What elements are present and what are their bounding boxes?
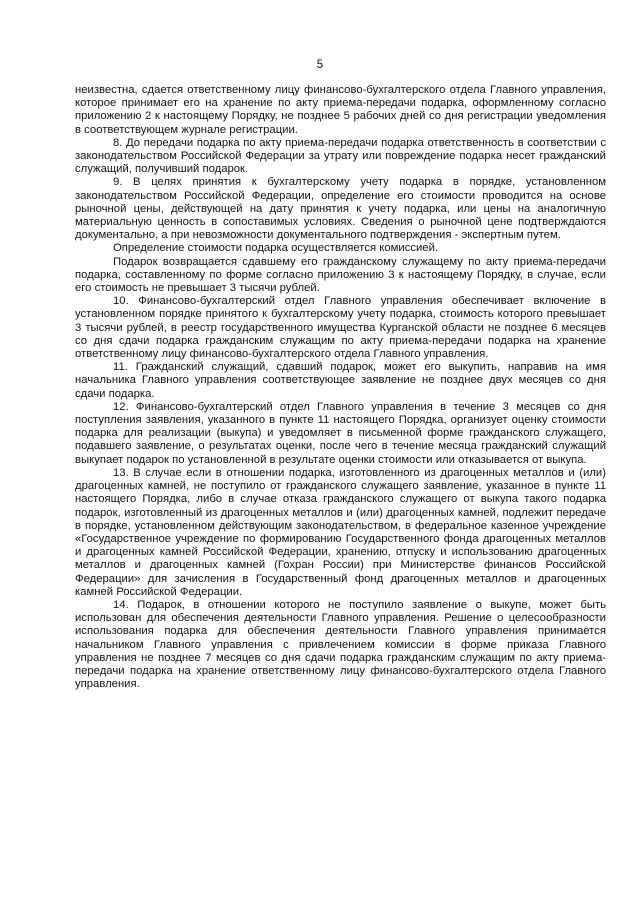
paragraph-10: 10. Финансово-бухгалтерский отдел Главного управления обеспечивает включение в установленном порядке принятого к бухгалтерскому учету подарка, стоимость которого превышает 3 тысячи рублей, в реестр государственного имущества Курганской области не позднее 6 месяцев со дня сдачи подарка гражданским служащим по акту приема-передачи подарка на хранение ответственному лицу финансово-бухгалтерского отдела Главного управления. — [75, 295, 606, 361]
paragraph-11: 11. Гражданский служащий, сдавший подарок, может его выкупить, направив на имя начальника Главного управления соответствующее заявление не позднее двух месяцев со дня сдачи подарка. — [75, 361, 606, 400]
paragraph-9-commission: Определение стоимости подарка осуществляется комиссией. — [113, 242, 439, 255]
page-number: 5 — [316, 59, 324, 71]
paragraph-9: 9. В целях принятия к бухгалтерскому учету подарка в порядке, установленном законодательством Российской Федерации, определение его стоимости проводится на основе рыночной цены, действующей на дату принятия к учету подарка, или цены на аналогичную материальную ценность в сопоставимых условиях. Сведения о рыночной цене подтверждаются документально, а при невозможности документального подтверждения - экспертным путем. — [75, 176, 606, 242]
paragraph-continuation: неизвестна, сдается ответственному лицу финансово-бухгалтерского отдела Главного управления, которое принимает его на хранение по акту приема-передачи подарка, оформленному согласно приложению 2 к настоящему Порядку, не позднее 5 рабочих дней со дня регистрации уведомления в соответствующем журнале регистрации. — [75, 84, 606, 136]
paragraph-12: 12. Финансово-бухгалтерский отдел Главного управления в течение 3 месяцев со дня поступления заявления, указанного в пункте 11 настоящего Порядка, организует оценку стоимости подарка для реализации (выкупа) и уведомляет в письменной форме гражданского служащего, подавшего заявление, о результатах оценки, после чего в течение месяца гражданский служащий выкупает подарок по установленной в результате оценки стоимости или отказывается от выкупа. — [75, 400, 606, 466]
paragraph-14: 14. Подарок, в отношении которого не поступило заявление о выкупе, может быть использован для обеспечения деятельности Главного управления. Решение о целесообразности использования подарка для обеспечения деятельности Главного управления принимается начальником Главного управления с привлечением комиссии в форме приказа Главного управления не позднее 7 месяцев со дня сдачи подарка гражданским служащим по акту приема-передачи подарка на хранение ответственному лицу финансово-бухгалтерского отдела Главного управления. — [75, 598, 606, 691]
document-body — [75, 84, 606, 691]
paragraph-8: 8. До передачи подарка по акту приема-передачи подарка ответственность в соответствии с законодательством Российской Федерации за утрату или повреждение подарка несет гражданский служащий, получивший подарок. — [75, 136, 606, 176]
paragraph-9-return: Подарок возвращается сдавшему его гражданскому служащему по акту приема-передачи подарка, составленному по форме согласно приложению 3 к настоящему Порядку, в случае, если его стоимость не превышает 3 тысячи рублей. — [75, 255, 606, 295]
paragraph-13: 13. В случае если в отношении подарка, изготовленного из драгоценных металлов и (или) драгоценных камней, не поступило от гражданского служащего заявление, указанное в пункте 11 настоящего Порядка, либо в случае отказа гражданского служащего от выкупа такого подарка подарок, изготовленный из драгоценных металлов и (или) драгоценных камней, подлежит передаче в порядке, установленном действующим законодательством, в федеральное казенное учреждение «Государственное учреждение по формированию Государственного фонда драгоценных металлов и драгоценных камней Российской Федерации, хранению, отпуску и использованию драгоценных металлов и драгоценных камней (Гохран России) при Министерстве финансов Российской Федерации» для зачисления в Государственный фонд драгоценных металлов и драгоценных камней Российской Федерации. — [75, 466, 606, 598]
